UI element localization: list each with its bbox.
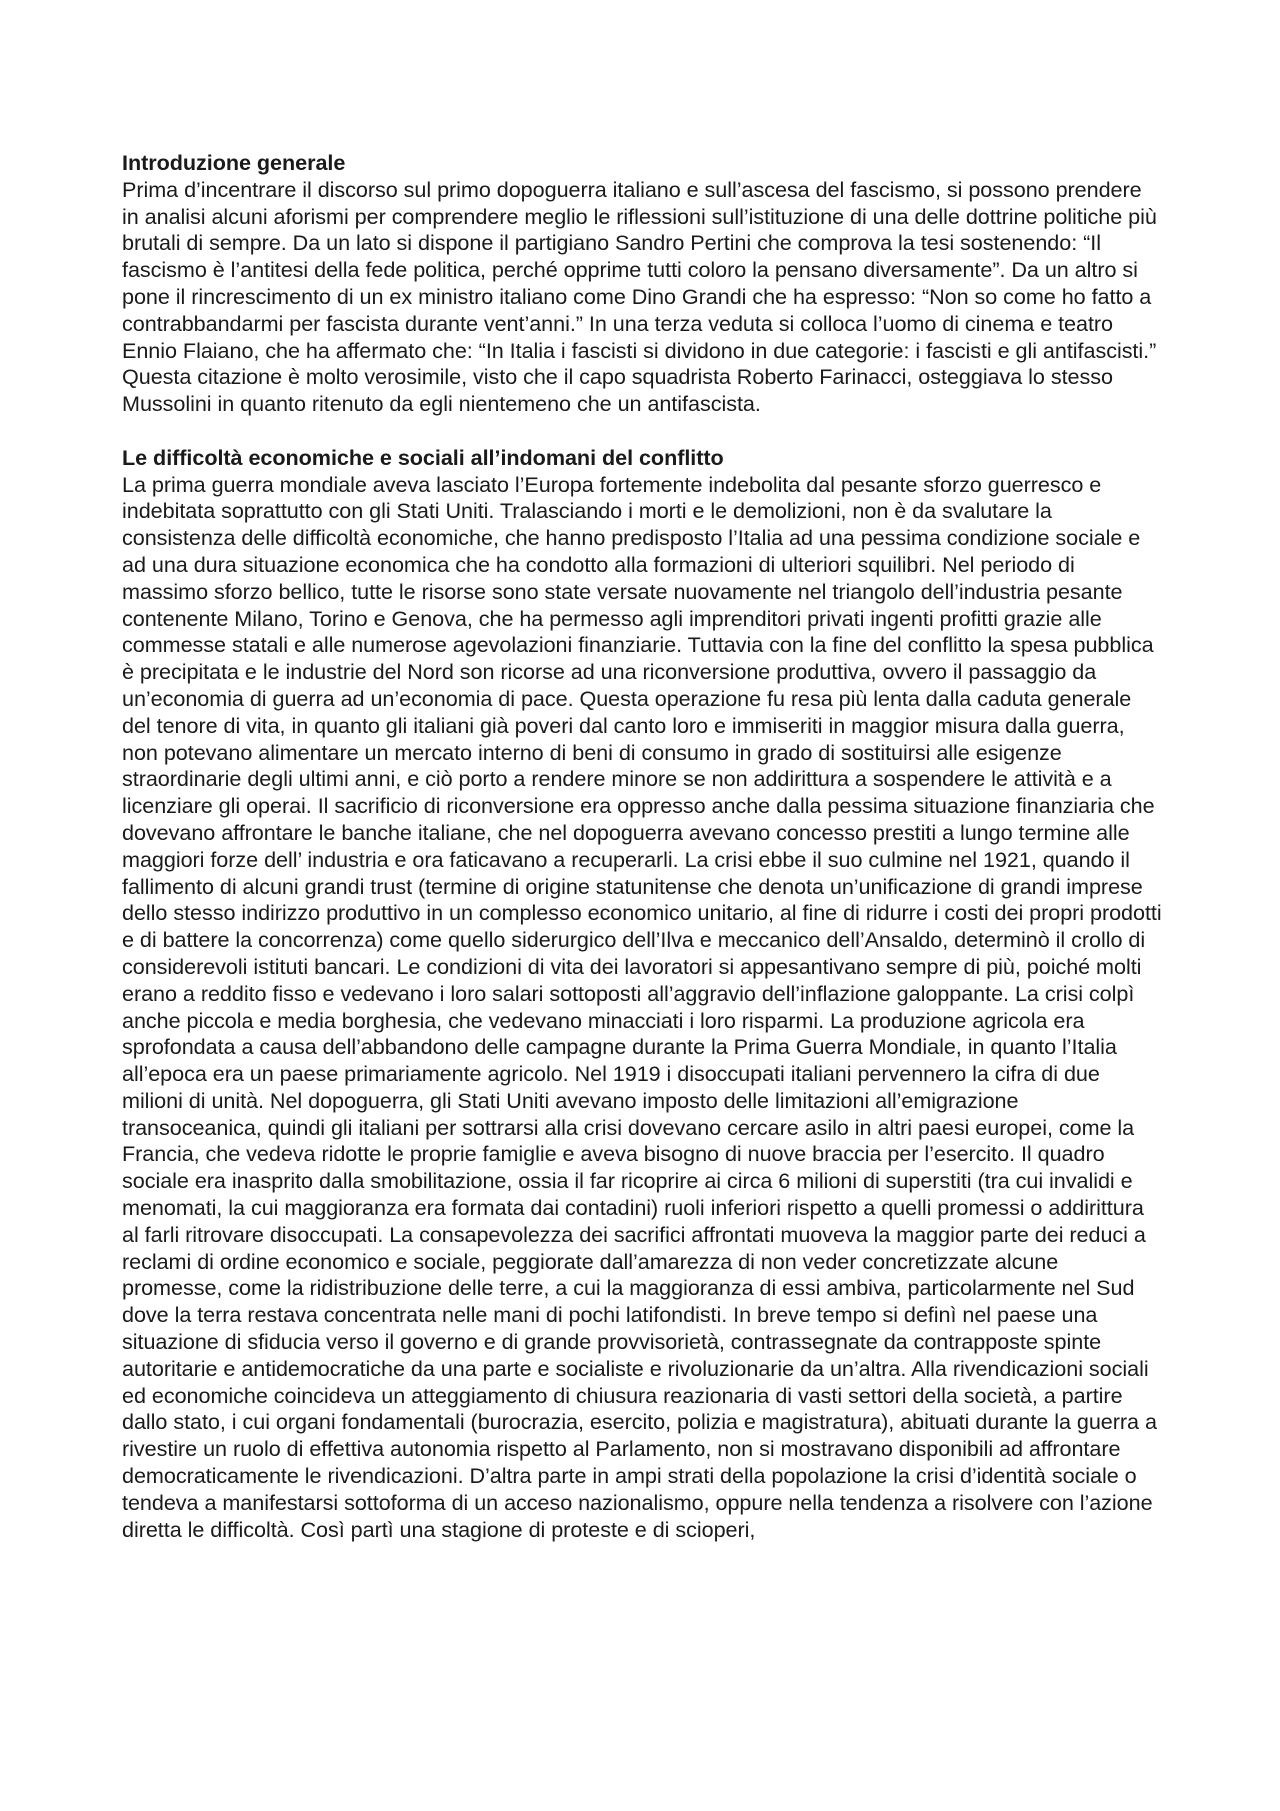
document-page <box>122 150 1162 1543</box>
paragraph-spacer <box>122 418 1162 445</box>
section-body: La prima guerra mondiale aveva lasciato l’Europa fortemente indebolita dal pesante sforzo guerresco e indebitata soprattutto con gli Stati Uniti. Tralasciando i morti e le demolizioni, non è da svalutare la consistenza delle difficoltà economiche, che hanno predisposto l’Italia ad una pessima condizione sociale e ad una dura situazione economica che ha condotto alla formazioni di ulteriori squilibri. Nel periodo di massimo sforzo bellico, tutte le risorse sono state versate nuovamente nel triangolo dell’industria pesante contenente Milano, Torino e Genova, che ha permesso agli imprenditori privati ingenti profitti grazie alle commesse statali e alle numerose agevolazioni finanziarie. Tuttavia con la fine del conflitto la spesa pubblica è precipitata e le industrie del Nord son ricorse ad una riconversione produttiva, ovvero il passaggio da un’economia di guerra ad un’economia di pace. Questa operazione fu resa più lenta dalla caduta generale del tenore di vita, in quanto gli italiani già poveri dal canto loro e immiseriti in maggior misura dalla guerra, non potevano alimentare un mercato interno di beni di consumo in grado di sostituirsi alle esigenze straordinarie degli ultimi anni, e ciò porto a rendere minore se non addirittura a sospendere le attività e a licenziare gli operai. Il sacrificio di riconversione era oppresso anche dalla pessima situazione finanziaria che dovevano affrontare le banche italiane, che nel dopoguerra avevano concesso prestiti a lungo termine alle maggiori forze dell’ industria e ora faticavano a recuperarli. La crisi ebbe il suo culmine nel 1921, quando il fallimento di alcuni grandi trust (termine di origine statunitense che denota un’unificazione di grandi imprese dello stesso indirizzo produttivo in un complesso economico unitario, al fine di ridurre i costi dei propri prodotti e di battere la concorrenza) come quello siderurgico dell’Ilva e meccanico dell’Ansaldo, determinò il crollo di considerevoli istituti bancari. Le condizioni di vita dei lavoratori si appesantivano sempre di più, poiché molti erano a reddito fisso e vedevano i loro salari sottoposti all’aggravio dell’inflazione galoppante. La crisi colpì anche piccola e media borghesia, che vedevano minacciati i loro risparmi. La produzione agricola era sprofondata a causa dell’abbandono delle campagne durante la Prima Guerra Mondiale, in quanto l’Italia all’epoca era un paese primariamente agricolo. Nel 1919 i disoccupati italiani pervennero la cifra di due milioni di unità. Nel dopoguerra, gli Stati Uniti avevano imposto delle limitazioni all’emigrazione transoceanica, quindi gli italiani per sottrarsi alla crisi dovevano cercare asilo in altri paesi europei, come la Francia, che vedeva ridotte le proprie famiglie e aveva bisogno di nuove braccia per l’esercito. Il quadro sociale era inasprito dalla smobilitazione, ossia il far ricoprire ai circa 6 milioni di superstiti (tra cui invalidi e menomati, la cui maggioranza era formata dai contadini) ruoli inferiori rispetto a quelli promessi o addirittura al farli ritrovare disoccupati. La consapevolezza dei sacrifici affrontati muoveva la maggior parte dei reduci a reclami di ordine economico e sociale, peggiorate dall’amarezza di non veder concretizzate alcune promesse, come la ridistribuzione delle terre, a cui la maggioranza di essi ambiva, particolarmente nel Sud dove la terra restava concentrata nelle mani di pochi latifondisti. In breve tempo si definì nel paese una situazione di sfiducia verso il governo e di grande provvisorietà, contrassegnate da contrapposte spinte autoritarie e antidemocratiche da una parte e socialiste e rivoluzionarie da un’altra. Alla rivendicazioni sociali ed economiche coincideva un atteggiamento di chiusura reazionaria di vasti settori della società, a partire dallo stato, i cui organi fondamentali (burocrazia, esercito, polizia e magistratura), abituati durante la guerra a rivestire un ruolo di effettiva autonomia rispetto al Parlamento, non si mostravano disponibili ad affrontare democraticamente le rivendicazioni. D’altra parte in ampi strati della popolazione la crisi d’identità sociale o tendeva a manifestarsi sottoforma di un acceso nazionalismo, oppure nella tendenza a risolvere con l’azione diretta le difficoltà. Così partì una stagione di proteste e di scioperi, <box>122 471 1162 1542</box>
section-difficolta <box>122 445 1162 1544</box>
section-title: Le difficoltà economiche e sociali all’indomani del conflitto <box>122 444 724 470</box>
section-title: Introduzione generale <box>122 150 346 175</box>
section-introduzione <box>122 150 1162 418</box>
section-body: Prima d’incentrare il discorso sul primo dopoguerra italiano e sull’ascesa del fascismo, si possono prendere in analisi alcuni aforismi per comprendere meglio le riflessioni sull’istituzione di una delle dottrine politiche più brutali di sempre. Da un lato si dispone il partigiano Sandro Pertini che comprova la tesi sostenendo: “Il fascismo è l’antitesi della fede politica, perché opprime tutti coloro la pensano diversamente”. Da un altro si pone il rincrescimento di un ex ministro italiano come Dino Grandi che ha espresso: “Non so come ho fatto a contrabbandarmi per fascista durante vent’anni.” In una terza veduta si colloca l’uomo di cinema e teatro Ennio Flaiano, che ha affermato che: “In Italia i fascisti si dividono in due categorie: i fascisti e gli antifascisti.” Questa citazione è molto verosimile, visto che il capo squadrista Roberto Farinacci, osteggiava lo stesso Mussolini in quanto ritenuto da egli nientemeno che un antifascista. <box>122 176 1157 417</box>
